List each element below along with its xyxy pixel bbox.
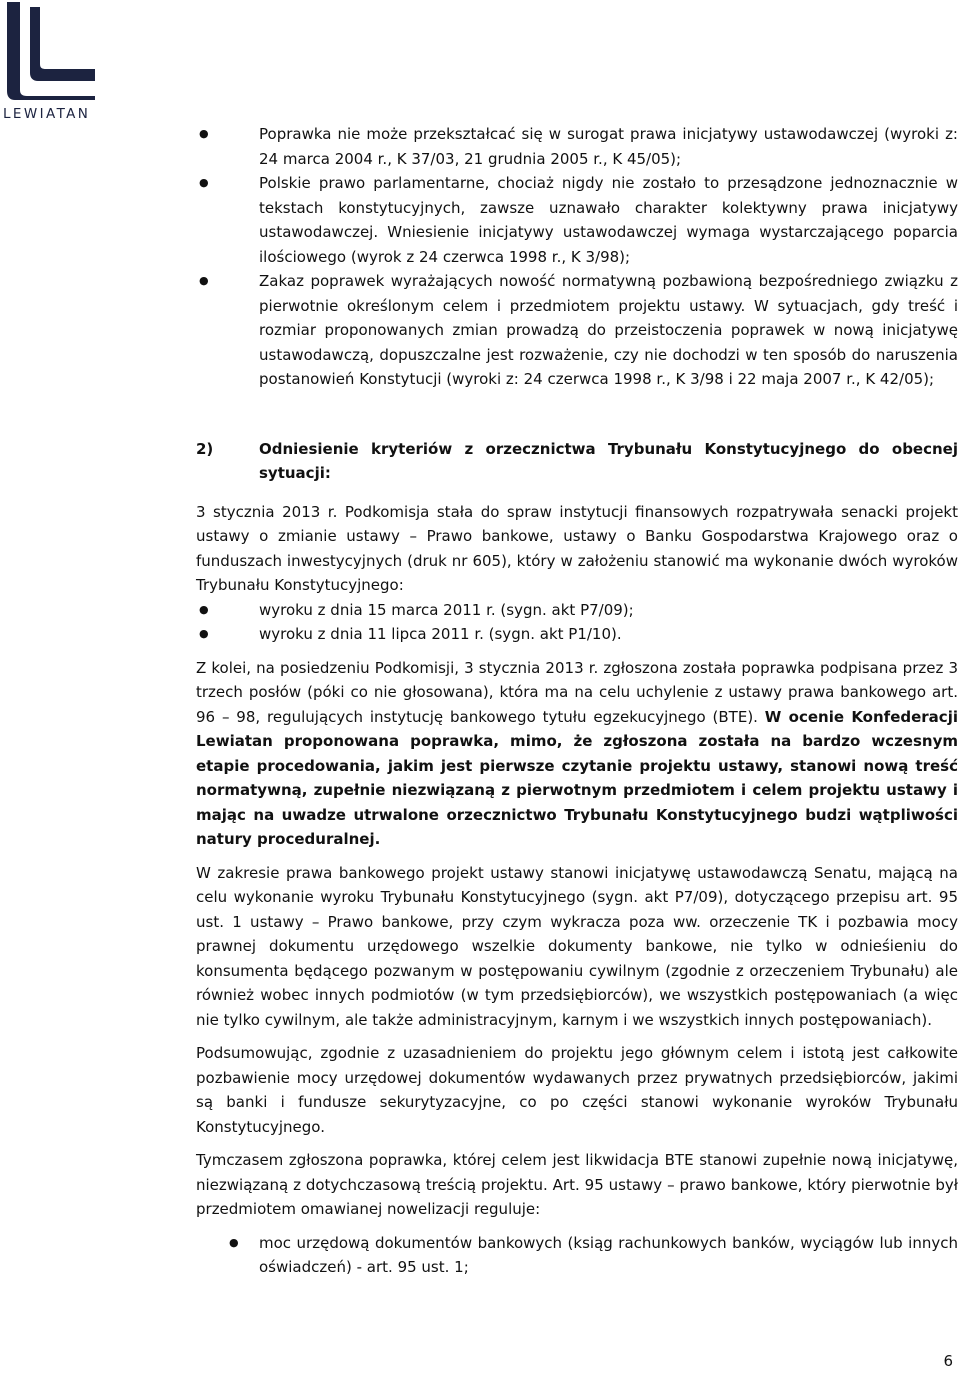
bullet-icon: ● (199, 176, 209, 189)
logo-wordmark: LEWIATAN (3, 106, 91, 122)
list-item-text: moc urzędową dokumentów bankowych (ksiąg rachunkowych banków, wyciągów lub innych oświadczeń) - art. 95 ust. 1; (259, 1233, 958, 1276)
list-item-text: Zakaz poprawek wyrażających nowość normatywną pozbawioną bezpośredniego związku z pierwotnie określonym celem i przedmiotem projektu ustawy. W sytuacjach, gdy treść i rozmiar proponowanych zmian prowadzą do przeistoczenia poprawek w nową inicjatywę ustawodawczą, dopuszczalne jest rozważenie, czy nie dochodzi w ten sposób do naruszenia postanowień Konstytucji (wyroki z: 24 czerwca 1998 r., K 3/98 i 22 maja 2007 r., K 42/05); (259, 272, 958, 388)
list-item-text: wyroku z dnia 11 lipca 2011 r. (sygn. akt P1/10). (259, 625, 622, 643)
paragraph: Podsumowując, zgodnie z uzasadnieniem do projektu jego głównym celem i istotą jest całkowite pozbawienie mocy urzędowej dokumentów wydawanych przez prywatnych przedsiębiorców, jakimi są banki i fundusze sekurytyzacyjne, co po części stanowi wykonanie wyroków Trybunału Konstytucyjnego. (196, 1044, 958, 1136)
document-body (196, 122, 958, 1280)
paragraph: Tymczasem zgłoszona poprawka, której celem jest likwidacja BTE stanowi zupełnie nową inicjatywę, niezwiązaną z dotychczasową treścią projektu. Art. 95 ustawy – prawo bankowe, który pierwotnie był przedmiotem omawianej nowelizacji reguluje: (196, 1151, 958, 1218)
bullet-icon: ● (199, 627, 209, 640)
paragraph (196, 656, 958, 852)
paragraph: 3 stycznia 2013 r. Podkomisja stała do spraw instytucji finansowych rozpatrywała senacki projekt ustawy o zmianie ustawy – Prawo bankowe, ustawy o Banku Gospodarstwa Krajowego oraz o funduszach inwestycyjnych (druk nr 605), który w założeniu stanowić ma wykonanie dwóch wyroków Trybunału Konstytucyjnego: (196, 502, 958, 594)
bullet-icon: ● (199, 274, 209, 287)
list-item (196, 269, 958, 392)
section-heading (196, 437, 958, 486)
page-number: 6 (943, 1352, 953, 1370)
section-number: 2) (196, 439, 214, 458)
paragraph-text: Z kolei, na posiedzeniu Podkomisji, 3 stycznia 2013 r. zgłoszona została poprawka podpisana przez 3 trzech posłów (póki co nie głosowana), która ma na celu uchylenie z ustawy prawa bankowego art. 96 – 98, regulujących instytucję bankowego tytułu egzekucyjnego (BTE). (196, 658, 958, 726)
list-item-text: Polskie prawo parlamentarne, chociaż nigdy nie zostało to przesądzone jednoznacznie w tekstach konstytucyjnych, zawsze uznawało charakter kolektywny prawa inicjatywy ustawodawczej. Wniesienie inicjatywy ustawodawczej wymaga wystarczającego poparcia ilościowego (wyrok z 24 czerwca 1998 r., K 3/98); (259, 174, 958, 266)
bullet-icon: ● (199, 127, 209, 140)
paragraph: W zakresie prawa bankowego projekt ustawy stanowi inicjatywę ustawodawczą Senatu, mającą na celu wykonanie wyroku Trybunału Konstytucyjnego (sygn. akt P7/09), dotyczącego przepisu art. 95 ust. 1 ustawy – Prawo bankowe, przy czym wykracza poza ww. orzeczenie TK i pozbawia mocy prawnej dokumentu urzędowego wszelkie dokumenty bankowe, nie tylko w odnieśieniu do konsumenta będącego pozwanym w postępowaniu cywilnym (zgodnie z orzeczeniem Trybunału) ale również wobec innych podmiotów (w tym przedsiębiorców), we wszystkich postępowaniach (a więc nie tylko cywilnym, ale także administracyjnym, karnym i we wszystkich innych postępowaniach). (196, 863, 958, 1029)
paragraph-bold-text: W ocenie Konfederacji Lewiatan proponowana poprawka, mimo, że zgłoszona została na bardzo wczesnym etapie procedowania, jakim jest pierwsze czytanie projektu ustawy, stanowi nową treść normatywną, zupełnie niezwiązaną z pierwotnym przedmiotem i celem projektu ustawy i mając na uwadze utrwalone orzecznictwo Trybunału Konstytucyjnego budzi wątpliwości natury proceduralnej. (196, 707, 958, 848)
lewiatan-logo-icon (3, 2, 99, 102)
list-item (196, 171, 958, 269)
list-item-text: wyroku z dnia 15 marca 2011 r. (sygn. akt P7/09); (259, 600, 634, 619)
list-item (196, 622, 958, 647)
list-item (196, 122, 958, 171)
section-title: Odniesienie kryteriów z orzecznictwa Trybunału Konstytucyjnego do obecnej sytuacji: (259, 439, 958, 482)
bullet-icon: ● (199, 602, 209, 616)
bullet-icon: ● (229, 1235, 239, 1249)
list-item (196, 598, 958, 623)
list-item-text: Poprawka nie może przekształcać się w surogat prawa inicjatywy ustawodawczej (wyroki z: 24 marca 2004 r., K 37/03, 21 grudnia 2005 r., K 45/05); (259, 125, 958, 168)
list-item (196, 1231, 958, 1280)
